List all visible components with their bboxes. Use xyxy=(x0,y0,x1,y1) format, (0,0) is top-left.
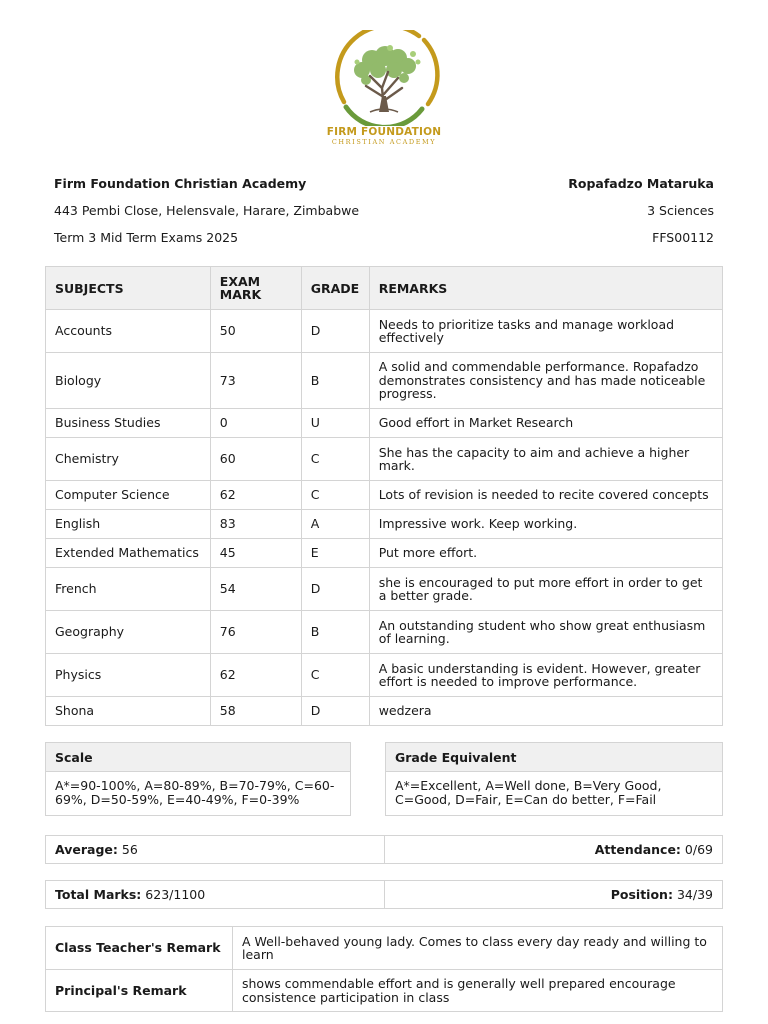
school-name: Firm Foundation Christian Academy xyxy=(54,176,307,191)
position-label: Position: xyxy=(610,887,673,902)
remark-cell: An outstanding student who show great enthusiasm of learning. xyxy=(369,611,722,654)
subject-cell: Business Studies xyxy=(46,409,211,438)
grades-table xyxy=(45,266,723,726)
grade-cell: D xyxy=(301,310,369,353)
logo-subtitle: CHRISTIAN ACADEMY xyxy=(331,138,437,146)
table-row xyxy=(46,654,723,697)
class-teacher-remark-row xyxy=(46,927,723,970)
average-attendance-row xyxy=(45,835,723,864)
principal-remark-row xyxy=(46,970,723,1012)
student-class: 3 Sciences xyxy=(647,203,714,218)
grade-cell: C xyxy=(301,438,369,481)
scale-box xyxy=(45,742,351,816)
table-row xyxy=(46,310,723,353)
subject-cell: Extended Mathematics xyxy=(46,539,211,568)
position-value: 34/39 xyxy=(676,887,713,902)
mark-cell: 54 xyxy=(210,568,301,611)
table-row xyxy=(46,539,723,568)
remarks-header: REMARKS xyxy=(369,267,722,310)
table-row xyxy=(46,353,723,409)
subject-cell: Accounts xyxy=(46,310,211,353)
school-address: 443 Pembi Close, Helensvale, Harare, Zimbabwe xyxy=(54,203,360,218)
remark-cell: Good effort in Market Research xyxy=(369,409,722,438)
grade-cell: D xyxy=(301,568,369,611)
grade-equivalent-title: Grade Equivalent xyxy=(386,743,722,772)
average-value: 56 xyxy=(121,842,138,857)
mark-cell: 58 xyxy=(210,697,301,726)
subject-cell: Physics xyxy=(46,654,211,697)
subject-cell: Shona xyxy=(46,697,211,726)
table-row xyxy=(46,697,723,726)
remark-cell: Needs to prioritize tasks and manage workload effectively xyxy=(369,310,722,353)
remarks-table xyxy=(45,926,723,1012)
mark-cell: 50 xyxy=(210,310,301,353)
grade-cell: D xyxy=(301,697,369,726)
principal-remark-text: shows commendable effort and is generally well prepared encourage consistence participation in class xyxy=(233,970,723,1012)
tree-emblem-icon xyxy=(318,30,450,126)
table-row xyxy=(46,611,723,654)
table-row xyxy=(46,438,723,481)
subject-cell: Geography xyxy=(46,611,211,654)
mark-cell: 62 xyxy=(210,481,301,510)
remark-cell: wedzera xyxy=(369,697,722,726)
grade-equivalent-box xyxy=(385,742,723,816)
mark-cell: 83 xyxy=(210,510,301,539)
exam-term: Term 3 Mid Term Exams 2025 xyxy=(54,230,239,245)
remark-cell: A solid and commendable performance. Ropafadzo demonstrates consistency and has made noticeable progress. xyxy=(369,353,722,409)
mark-cell: 73 xyxy=(210,353,301,409)
mark-cell: 62 xyxy=(210,654,301,697)
subject-cell: Chemistry xyxy=(46,438,211,481)
total-position-row xyxy=(45,880,723,909)
attendance-cell xyxy=(385,836,723,863)
total-marks-cell xyxy=(46,881,385,908)
grade-cell: B xyxy=(301,611,369,654)
subject-cell: Computer Science xyxy=(46,481,211,510)
logo-wordmark: FIRM FOUNDATION xyxy=(326,126,442,138)
subject-cell: English xyxy=(46,510,211,539)
class-teacher-remark-label: Class Teacher's Remark xyxy=(46,927,233,970)
remark-cell: Impressive work. Keep working. xyxy=(369,510,722,539)
attendance-value: 0/69 xyxy=(684,842,713,857)
average-label: Average: xyxy=(55,842,118,857)
attendance-label: Attendance: xyxy=(594,842,681,857)
scale-text: A*=90-100%, A=80-89%, B=70-79%, C=60-69%, D=50-59%, E=40-49%, F=0-39% xyxy=(55,778,335,807)
student-id: FFS00112 xyxy=(652,230,714,245)
position-cell xyxy=(385,881,723,908)
remark-cell: she is encouraged to put more effort in order to get a better grade. xyxy=(369,568,722,611)
mark-cell: 76 xyxy=(210,611,301,654)
school-logo xyxy=(318,30,450,150)
remark-cell: A basic understanding is evident. However, greater effort is needed to improve performance. xyxy=(369,654,722,697)
grade-equivalent-text: A*=Excellent, A=Well done, B=Very Good, C=Good, D=Fair, E=Can do better, F=Fail xyxy=(395,778,662,807)
mark-cell: 60 xyxy=(210,438,301,481)
subject-cell: French xyxy=(46,568,211,611)
total-marks-label: Total Marks: xyxy=(55,887,142,902)
student-name: Ropafadzo Mataruka xyxy=(568,176,714,191)
subjects-header: SUBJECTS xyxy=(46,267,211,310)
remark-cell: Lots of revision is needed to recite covered concepts xyxy=(369,481,722,510)
table-row xyxy=(46,481,723,510)
subject-cell: Biology xyxy=(46,353,211,409)
exam-mark-header: EXAM MARK xyxy=(210,267,301,310)
grade-cell: U xyxy=(301,409,369,438)
total-marks-value: 623/1100 xyxy=(145,887,206,902)
scale-title: Scale xyxy=(46,743,350,772)
mark-cell: 45 xyxy=(210,539,301,568)
table-header-row xyxy=(46,267,723,310)
principal-remark-label: Principal's Remark xyxy=(46,970,233,1012)
mark-cell: 0 xyxy=(210,409,301,438)
remark-cell: Put more effort. xyxy=(369,539,722,568)
grade-cell: C xyxy=(301,481,369,510)
average-cell xyxy=(46,836,385,863)
grade-cell: E xyxy=(301,539,369,568)
grade-cell: A xyxy=(301,510,369,539)
class-teacher-remark-text: A Well-behaved young lady. Comes to class every day ready and willing to learn xyxy=(233,927,723,970)
remark-cell: She has the capacity to aim and achieve a higher mark. xyxy=(369,438,722,481)
grade-header: GRADE xyxy=(301,267,369,310)
grade-cell: B xyxy=(301,353,369,409)
table-row xyxy=(46,510,723,539)
grade-cell: C xyxy=(301,654,369,697)
table-row xyxy=(46,409,723,438)
table-row xyxy=(46,568,723,611)
